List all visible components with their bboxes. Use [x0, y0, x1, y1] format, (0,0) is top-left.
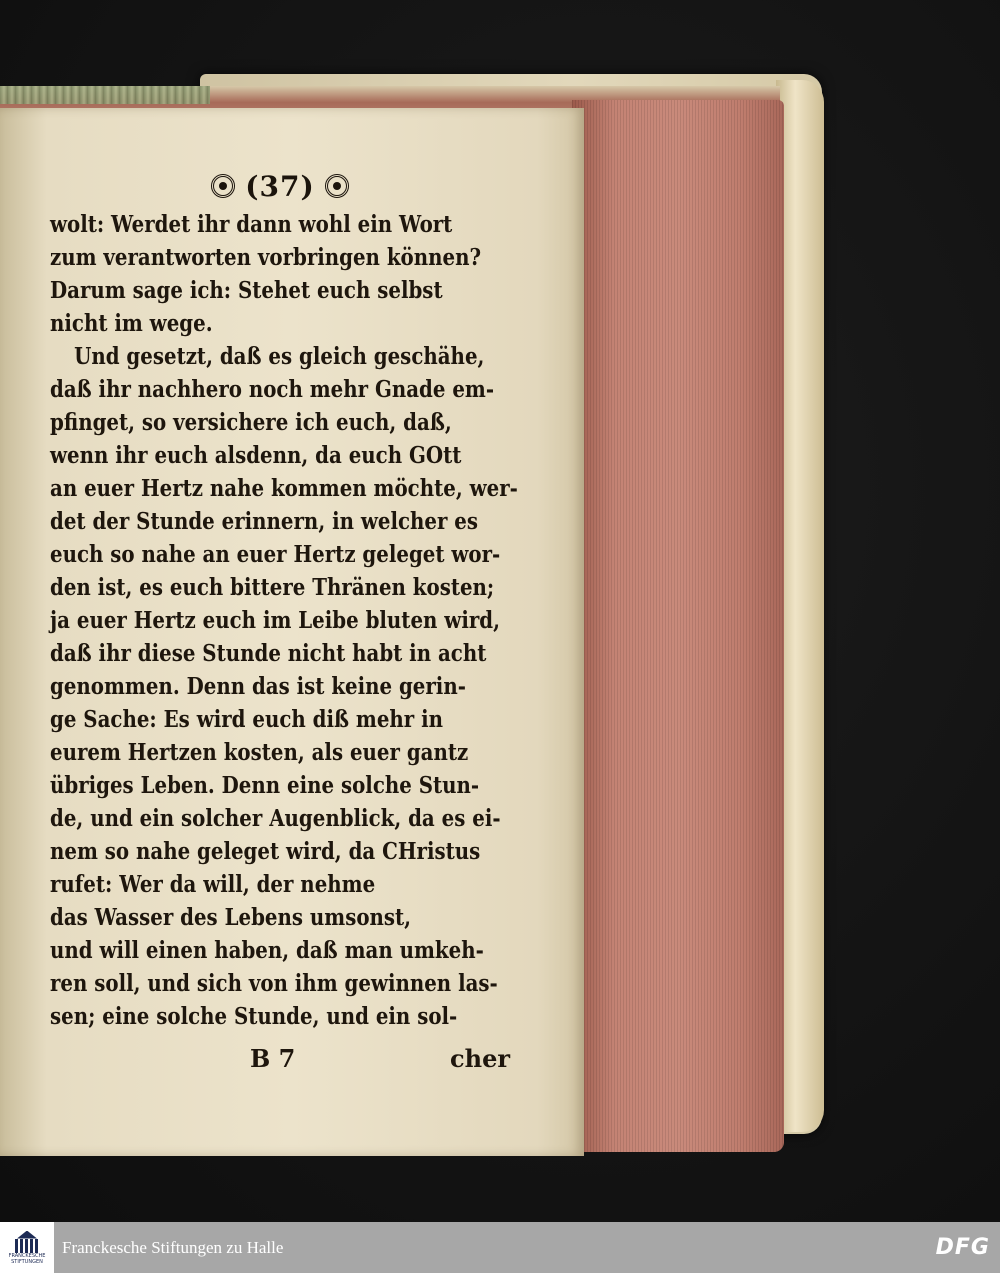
ornament-right-icon [325, 174, 349, 198]
text-line: genommen. Denn das ist keine gerin- [50, 673, 466, 700]
dfg-logo[interactable]: DFG [935, 1235, 990, 1260]
banner-title[interactable]: Franckesche Stiftungen zu Halle [62, 1237, 284, 1257]
text-line: pfinget, so versichere ich euch, daß, [50, 409, 452, 436]
text-line: und will einen haben, daß man umkeh- [50, 937, 484, 964]
text-line: ge Sache: Es wird euch diß mehr in [50, 706, 444, 733]
page-footer [50, 1044, 510, 1078]
text-line: eurem Hertzen kosten, als euer gantz [50, 739, 469, 766]
text-line: an euer Hertz nahe kommen möchte, wer- [50, 475, 518, 502]
signature-mark: B 7 [250, 1044, 296, 1073]
catchword: cher [450, 1044, 510, 1073]
headband [0, 86, 210, 104]
text-line: daß ihr diese Stunde nicht habt in acht [50, 640, 487, 667]
institution-logo[interactable] [0, 1222, 54, 1273]
text-block [50, 208, 520, 1033]
ornament-left-icon [211, 174, 235, 198]
text-line: rufet: Wer da will, der nehme [50, 871, 376, 898]
text-line: nicht im wege. [50, 310, 213, 337]
text-line: nem so nahe geleget wird, da CHristus [50, 838, 481, 865]
logo-text [9, 1253, 46, 1265]
text-line: übriges Leben. Denn eine solche Stun- [50, 772, 480, 799]
footer-banner [0, 1222, 1000, 1273]
logo-text-line1: FRANCKESCHE [8, 1252, 46, 1259]
page-fore-edge [572, 100, 784, 1152]
text-line: de, und ein solcher Augenblick, da es ei- [50, 805, 501, 832]
page-header [190, 166, 370, 206]
text-line: wenn ihr euch alsdenn, da euch GOtt [50, 442, 462, 469]
text-line: den ist, es euch bittere Thränen kosten; [50, 574, 495, 601]
text-line: Und gesetzt, daß es gleich geschähe, [74, 343, 485, 370]
page-number: (37) [245, 169, 315, 203]
text-line: ren soll, und sich von ihm gewinnen las- [50, 970, 498, 997]
text-line: euch so nahe an euer Hertz geleget wor- [50, 541, 501, 568]
text-line: zum verantworten vorbringen können? [50, 244, 482, 271]
printed-page [0, 108, 584, 1156]
text-line: sen; eine solche Stunde, und ein sol- [50, 1003, 458, 1030]
text-line: wolt: Werdet ihr dann wohl ein Wort [50, 211, 453, 238]
text-line: daß ihr nachhero noch mehr Gnade em- [50, 376, 495, 403]
building-icon [14, 1231, 40, 1253]
text-line: das Wasser des Lebens umsonst, [50, 904, 412, 931]
text-line: ja euer Hertz euch im Leibe bluten wird, [50, 607, 500, 634]
text-line: Darum sage ich: Stehet euch selbst [50, 277, 443, 304]
logo-text-line2: STIFTUNGEN [11, 1258, 43, 1265]
text-line: det der Stunde erinnern, in welcher es [50, 508, 479, 535]
